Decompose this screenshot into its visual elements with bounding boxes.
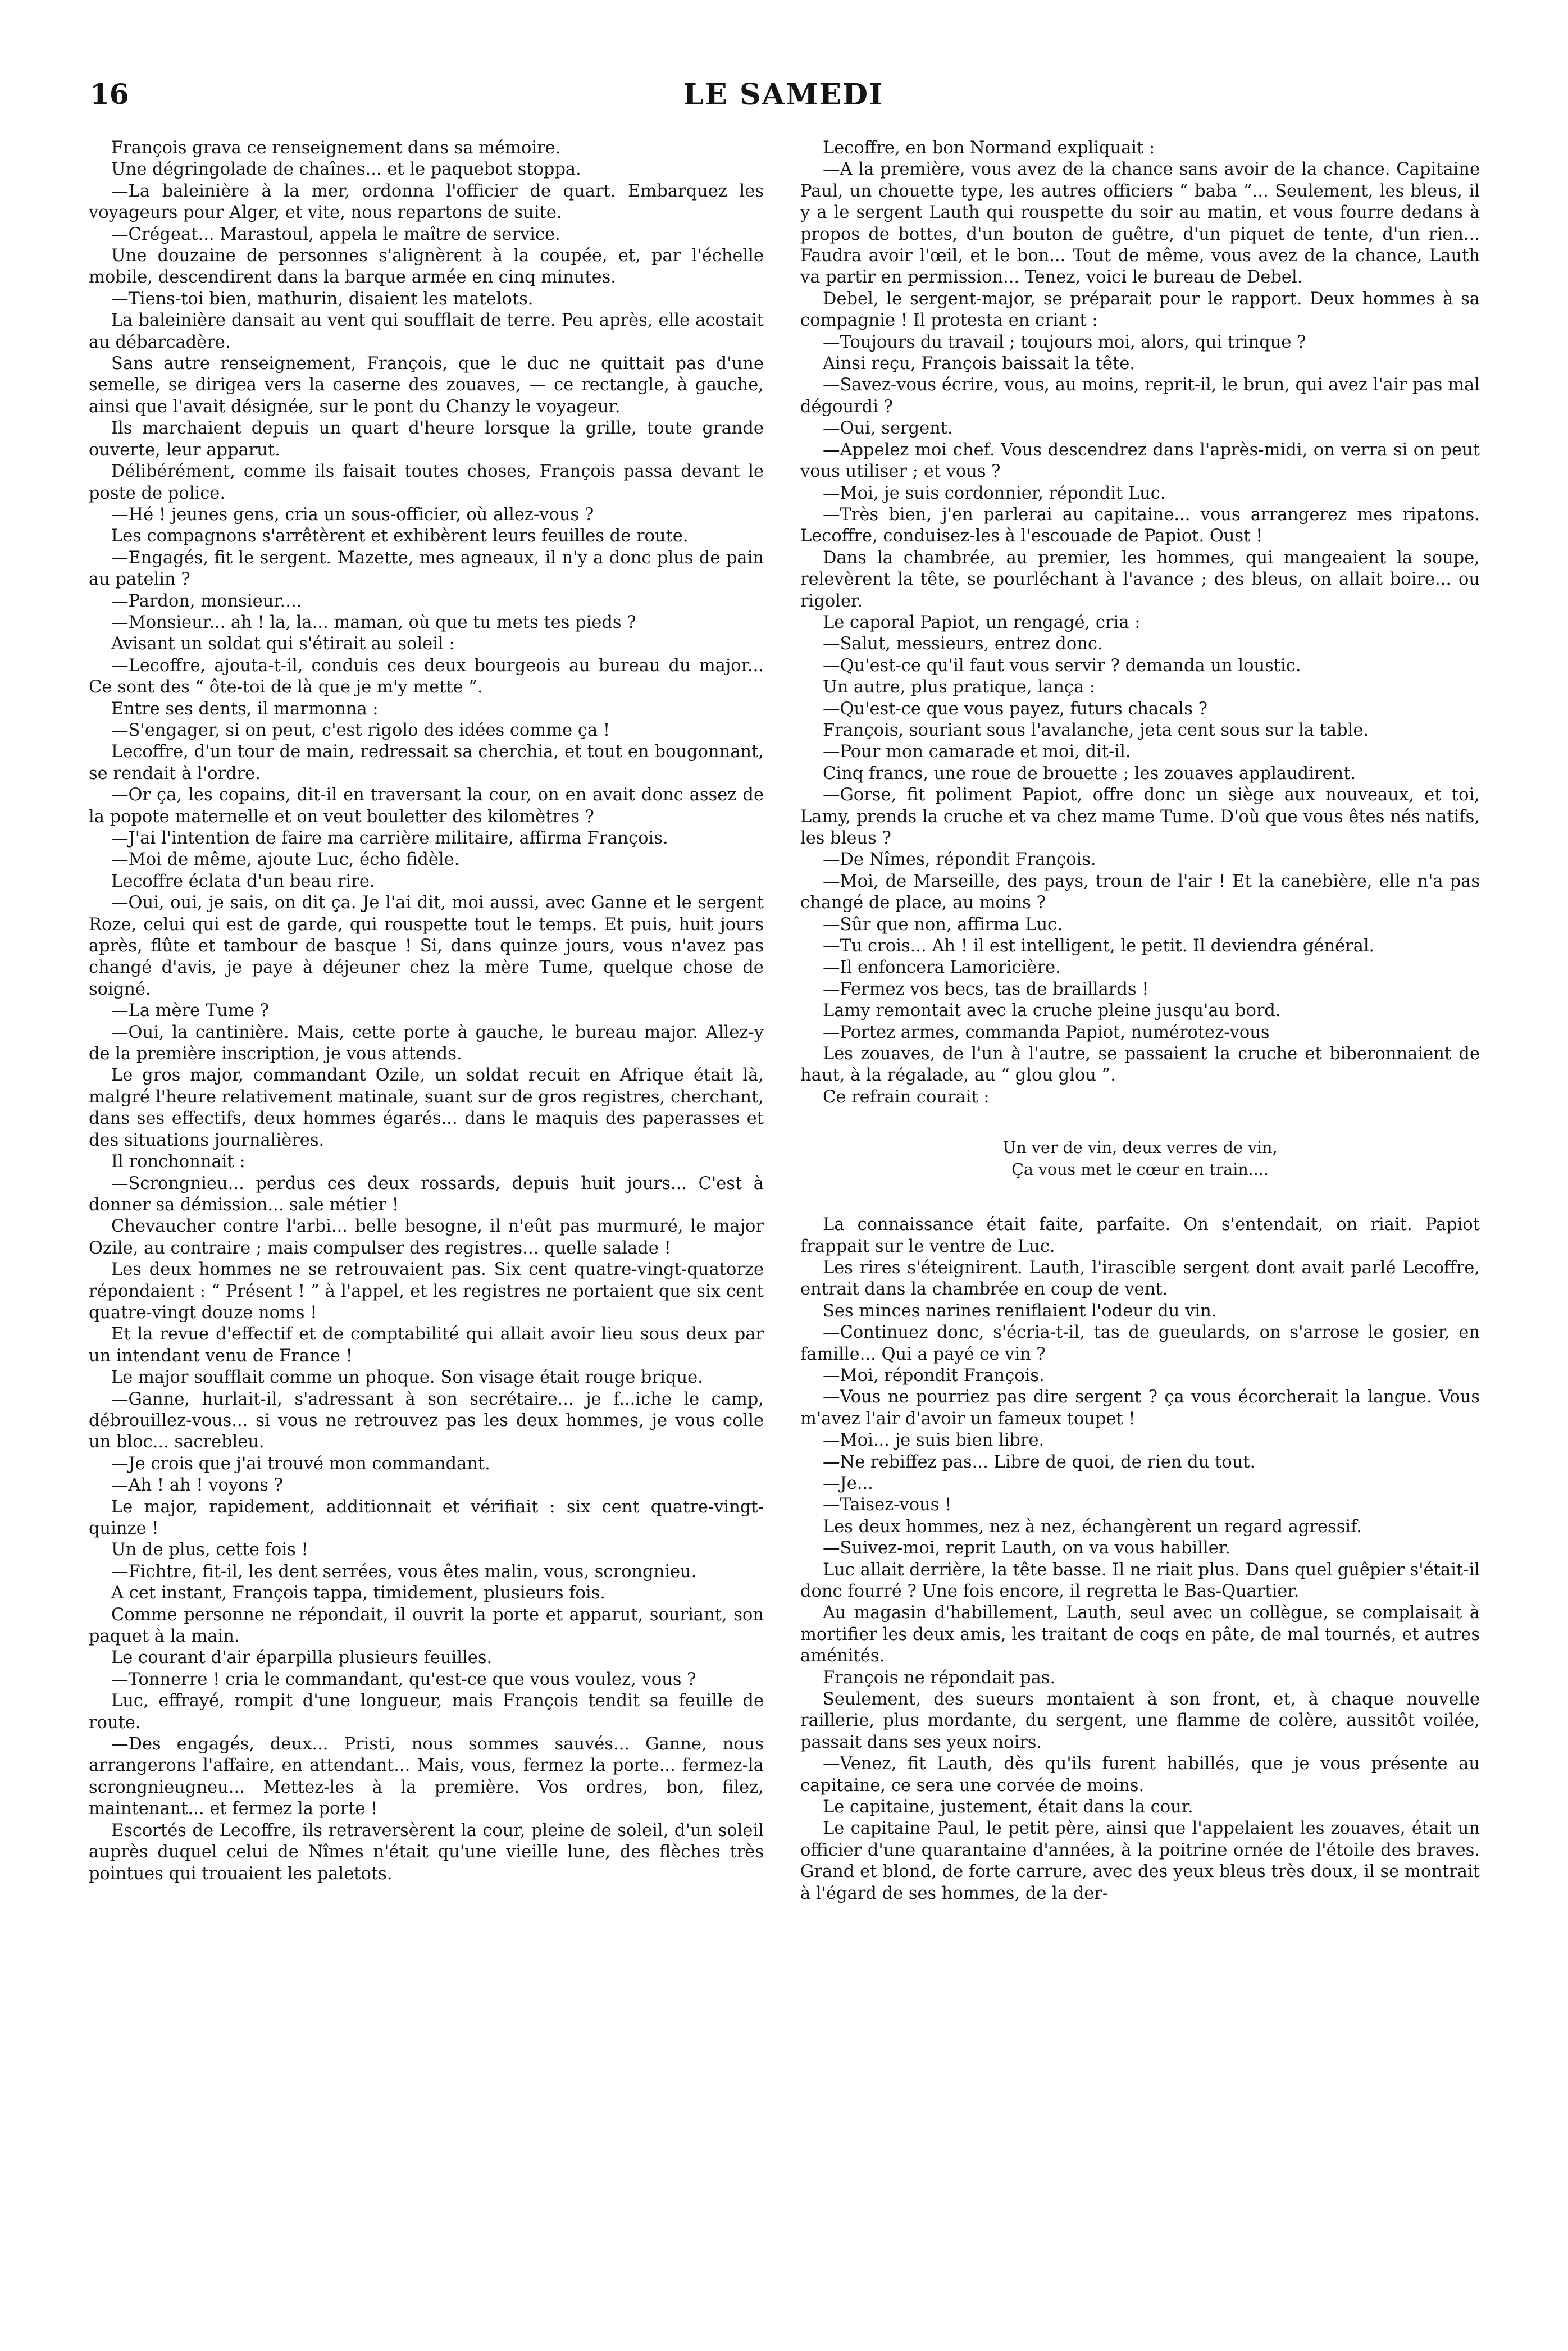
paragraph: —Lecoffre, ajouta-t-il, conduis ces deux bourgeois au bureau du major... Ce sont des “ ôte-toi de là que je m'y mette ”. <box>89 655 764 698</box>
paragraph: Les deux hommes ne se retrouvaient pas. Six cent quatre-vingt-quatorze répondaient : “ Présent ! ” à l'appel, et les registres ne portaient que six cent quatre-vingt douze noms ! <box>89 1260 764 1323</box>
paragraph: —Fichtre, fit-il, les dent serrées, vous êtes malin, vous, scrongnieu. <box>111 1561 697 1582</box>
paragraph: —J'ai l'intention de faire ma carrière militaire, affirma François. <box>111 828 668 848</box>
paragraph: Luc allait derrière, la tête basse. Il ne riait plus. Dans quel guêpier s'était-il donc fourré ? Une fois encore, il regretta le Bas-Quartier. <box>800 1560 1480 1601</box>
paragraph: —Hé ! jeunes gens, cria un sous-officier, où allez-vous ? <box>111 504 594 525</box>
paragraph: Dans la chambrée, au premier, les hommes, qui mangeaient la soupe, relevèrent la tête, se pourléchant à l'avance ; des bleus, on allait boire... ou rigoler. <box>800 548 1480 611</box>
paragraph: —Tiens-toi bien, mathurin, disaient les matelots. <box>111 289 534 309</box>
paragraph: Luc, effrayé, rompit d'une longueur, mais François tendit sa feuille de route. <box>89 1691 764 1733</box>
paragraph: —Qu'est-ce que vous payez, futurs chacals ? <box>823 699 1207 719</box>
paragraph: Et la revue d'effectif et de comptabilité qui allait avoir lieu sous deux par un intendant venu de France ! <box>89 1324 764 1366</box>
paragraph: Lamy remontait avec la cruche pleine jusqu'au bord. <box>823 1001 1281 1021</box>
paragraph: Comme personne ne répondait, il ouvrit la porte et apparut, souriant, son paquet à la main. <box>89 1605 764 1647</box>
paragraph: Ce refrain courait : <box>823 1087 990 1107</box>
paragraph: —Fermez vos becs, tas de braillards ! <box>823 979 1149 999</box>
paragraph: —Moi, répondit François. <box>823 1365 1045 1386</box>
right-column-upper-text <box>800 138 1480 1108</box>
paragraph: —Oui, oui, je sais, on dit ça. Je l'ai dit, moi aussi, avec Ganne et le sergent Roze, celui qui est de garde, qui rouspette tout le temps. Et puis, huit jours après, flûte et tambour de basque ! Si, dans quinze jours, vous n'avez pas changé d'avis, je paye à déjeuner chez la mère Tume, quelque chose de soigné. <box>89 893 764 999</box>
paragraph: —Ganne, hurlait-il, s'adressant à son secrétaire... je f...iche le camp, débrouillez-vous... si vous ne retrouvez pas les deux hommes, je vous colle un bloc... sacrebleu. <box>89 1389 764 1452</box>
paragraph: —Moi... je suis bien libre. <box>823 1430 1045 1451</box>
paragraph: —Oui, sergent. <box>823 418 953 439</box>
paragraph: Le courant d'air éparpilla plusieurs feuilles. <box>111 1648 493 1668</box>
paragraph: —Vous ne pourriez pas dire sergent ? ça vous écorcherait la langue. Vous m'avez l'air d'avoir un fameux toupet ! <box>800 1387 1480 1429</box>
paragraph: —Pour mon camarade et moi, dit-il. <box>823 742 1131 762</box>
paragraph: —Taisez-vous ! <box>823 1495 952 1515</box>
paragraph: —Tonnerre ! cria le commandant, qu'est-ce que vous voulez, vous ? <box>111 1669 696 1689</box>
paragraph: —A la première, vous avez de la chance sans avoir de la chance. Capitaine Paul, un chouette type, les autres officiers “ baba ”... Seulement, les bleus, il y a le sergent Lauth qui rouspette du soir au matin, et vous fourre dedans à propos de bottes, d'un bouton de guêtre, d'un piquet de tente, d'un rien... Faudra avoir l'œil, et le bon... Tout de même, vous avez de la chance, Lauth va partir en permission... Tenez, voici le bureau de Debel. <box>800 160 1480 288</box>
paragraph: Au magasin d'habillement, Lauth, seul avec un collègue, se complaisait à mortifier les deux amis, les traitant de coqs en pâte, de mal tournés, et autres aménités. <box>800 1603 1480 1666</box>
paragraph: —Appelez moi chef. Vous descendrez dans l'après-midi, on verra si on peut vous utiliser ; et vous ? <box>800 440 1480 482</box>
journal-title: LE SAMEDI <box>683 78 884 112</box>
paragraph: —Venez, fit Lauth, dès qu'ils furent habillés, que je vous présente au capitaine, ce sera une corvée de moins. <box>800 1754 1480 1796</box>
paragraph: —Scrongnieu... perdus ces deux rossards, depuis huit jours... C'est à donner sa démission... sale métier ! <box>89 1173 764 1215</box>
paragraph: Entre ses dents, il marmonna : <box>111 699 379 719</box>
paragraph: —Salut, messieurs, entrez donc. <box>823 634 1103 654</box>
paragraph: —Crégeat... Marastoul, appela le maître de service. <box>111 224 560 244</box>
paragraph: Les rires s'éteignirent. Lauth, l'irascible sergent dont avait parlé Lecoffre, entrait dans la chambrée en coup de vent. <box>800 1257 1480 1300</box>
paragraph: La baleinière dansait au vent qui soufflait de terre. Peu après, elle acostait au débarcadère. <box>89 311 764 352</box>
paragraph: Lecoffre éclata d'un beau rire. <box>111 871 375 891</box>
paragraph: Seulement, des sueurs montaient à son front, et, à chaque nouvelle raillerie, plus mordante, du sergent, une flamme de colère, aussitôt voilée, passait dans ses yeux noirs. <box>800 1689 1480 1752</box>
paragraph: Les compagnons s'arrêtèrent et exhibèrent leurs feuilles de route. <box>111 526 689 546</box>
paragraph: —Engagés, fit le sergent. Mazette, mes agneaux, il n'y a donc plus de pain au patelin ? <box>89 548 764 590</box>
paragraph: Lecoffre, en bon Normand expliquait : <box>823 138 1155 158</box>
paragraph: Lecoffre, d'un tour de main, redressait sa cherchia, et tout en bougonnant, se rendait à l'ordre. <box>89 742 764 783</box>
paragraph: —Gorse, fit poliment Papiot, offre donc un siège aux nouveaux, et toi, Lamy, prends la cruche et va chez mame Tume. D'où que vous êtes nés natifs, les bleus ? <box>800 785 1480 848</box>
paragraph: Le capitaine, justement, était dans la cour. <box>823 1797 1193 1817</box>
paragraph: Ses minces narines reniflaient l'odeur du vin. <box>823 1301 1217 1321</box>
paragraph: —Des engagés, deux... Pristi, nous sommes sauvés... Ganne, nous arrangerons l'affaire, en attendant... Mais, vous, fermez la porte... fermez-la scrongnieugneu... Mettez-les à la première. Vos ordres, bon, filez, maintenant... et fermez la porte ! <box>89 1734 764 1819</box>
paragraph: Une dégringolade de chaînes... et le paquebot stoppa. <box>111 160 581 180</box>
paragraph: Sans autre renseignement, François, que le duc ne quittait pas d'une semelle, se dirigea vers la caserne des zouaves, — ce rectangle, à gauche, ainsi que l'avait désignée, sur le pont du Chanzy le voyageur. <box>89 354 764 417</box>
paragraph: Escortés de Lecoffre, ils retraversèrent la cour, pleine de soleil, d'un soleil auprès duquel celui de Nîmes n'était qu'une vieille lune, des flèches très pointues qui trouaient les paletots. <box>89 1820 764 1884</box>
paragraph: Ils marchaient depuis un quart d'heure lorsque la grille, toute grande ouverte, leur apparut. <box>89 418 764 460</box>
paragraph: Le major soufflait comme un phoque. Son visage était rouge brique. <box>111 1368 703 1388</box>
paragraph: —Ne rebiffez pas... Libre de quoi, de rien du tout. <box>823 1452 1256 1472</box>
paragraph: Les zouaves, de l'un à l'autre, se passaient la cruche et biberonnaient de haut, à la régalade, au “ glou glou ”. <box>800 1044 1480 1086</box>
paragraph: La connaissance était faite, parfaite. On s'entendait, on riait. Papiot frappait sur le ventre de Luc. <box>800 1215 1480 1256</box>
verse-line: Ça vous met le cœur en train.... <box>1011 1160 1269 1179</box>
paragraph: —Portez armes, commanda Papiot, numérotez-vous <box>823 1022 1270 1042</box>
paragraph: —Tu crois... Ah ! il est intelligent, le petit. Il deviendra général. <box>823 936 1375 956</box>
paragraph: —Moi, je suis cordonnier, répondit Luc. <box>823 483 1166 503</box>
paragraph: Ainsi reçu, François baissait la tête. <box>823 354 1135 374</box>
paragraph: —La mère Tume ? <box>111 1001 269 1021</box>
paragraph: Le caporal Papiot, un rengagé, cria : <box>823 612 1141 632</box>
paragraph: François, souriant sous l'avalanche, jeta cent sous sur la table. <box>823 720 1369 740</box>
right-column-lower-text <box>800 1214 1480 1905</box>
paragraph: Avisant un soldat qui s'étirait au soleil : <box>111 634 455 654</box>
paragraph: Cinq francs, une roue de brouette ; les zouaves applaudirent. <box>823 763 1356 783</box>
paragraph: —De Nîmes, répondit François. <box>823 850 1096 870</box>
paragraph: —S'engager, si on peut, c'est rigolo des idées comme ça ! <box>111 720 610 740</box>
paragraph: Les deux hommes, nez à nez, échangèrent un regard agressif. <box>823 1516 1362 1537</box>
paragraph: Un de plus, cette fois ! <box>111 1540 308 1560</box>
paragraph: Le major, rapidement, additionnait et vérifiait : six cent quatre-vingt-quinze ! <box>89 1497 764 1538</box>
paragraph: —Moi, de Marseille, des pays, troun de l'air ! Et la canebière, elle n'a pas changé de place, au moins ? <box>800 871 1480 913</box>
left-text-column <box>89 138 764 2311</box>
paragraph: —Je... <box>823 1473 873 1493</box>
paragraph: —Ah ! ah ! voyons ? <box>111 1475 283 1496</box>
paragraph: —Monsieur... ah ! la, la... maman, où que tu mets tes pieds ? <box>111 612 636 632</box>
paragraph: Un autre, plus pratique, lança : <box>823 677 1096 698</box>
paragraph: —La baleinière à la mer, ordonna l'officier de quart. Embarquez les voyageurs pour Alger, et vite, nous repartons de suite. <box>89 181 764 223</box>
paragraph: —Savez-vous écrire, vous, au moins, reprit-il, le brun, qui avez l'air pas mal dégourdi ? <box>800 375 1480 417</box>
paragraph: Debel, le sergent-major, se préparait pour le rapport. Deux hommes à sa compagnie ! Il protesta en criant : <box>800 289 1480 331</box>
paragraph: A cet instant, François tappa, timidement, plusieurs fois. <box>111 1583 605 1603</box>
paragraph: —Or ça, les copains, dit-il en traversant la cour, on en avait donc assez de la popote maternelle et on veut bouletter des kilomètres ? <box>89 785 764 827</box>
paragraph: —Oui, la cantinière. Mais, cette porte à gauche, le bureau major. Allez-y de la première inscription, je vous attends. <box>89 1022 764 1064</box>
paragraph: —Très bien, j'en parlerai au capitaine... vous arrangerez mes ripatons. Lecoffre, conduisez-les à l'escouade de Papiot. Oust ! <box>800 504 1480 546</box>
paragraph: —Sûr que non, affirma Luc. <box>823 914 1063 935</box>
paragraph: François ne répondait pas. <box>823 1667 1056 1688</box>
paragraph: —Toujours du travail ; toujours moi, alors, qui trinque ? <box>823 332 1306 352</box>
paragraph: —Je crois que j'ai trouvé mon commandant. <box>111 1454 490 1474</box>
paragraph: Le capitaine Paul, le petit père, ainsi que l'appelaient les zouaves, était un officier d'une quarantaine d'années, à la poitrine ornée de l'étoile des braves. Grand et blond, de forte carrure, avec des yeux bleus très doux, il se montrait à l'égard de ses hommes, de la der- <box>800 1819 1480 1903</box>
paragraph: François grava ce renseignement dans sa mémoire. <box>111 138 561 158</box>
song-refrain <box>800 1137 1480 1181</box>
verse-line: Un ver de vin, deux verres de vin, <box>1002 1138 1278 1158</box>
paragraph: Une douzaine de personnes s'alignèrent à la coupée, et, par l'échelle mobile, descendirent dans la barque armée en cinq minutes. <box>89 246 764 288</box>
paragraph: —Continuez donc, s'écria-t-il, tas de gueulards, on s'arrose le gosier, en famille... Qui a payé ce vin ? <box>800 1323 1480 1364</box>
paragraph: —Moi de même, ajoute Luc, écho fidèle. <box>111 850 460 870</box>
paragraph: —Il enfoncera Lamoricière. <box>823 958 1061 978</box>
paragraph: —Pardon, monsieur.... <box>111 591 302 611</box>
page-number: 16 <box>90 78 129 111</box>
paragraph: Le gros major, commandant Ozile, un soldat recuit en Afrique était là, malgré l'heure relativement matinale, suant sur de gros registres, cherchant, dans ses effectifs, deux hommes égarés... dans le maquis des paperasses et des situations journalières. <box>89 1065 764 1150</box>
paragraph: —Suivez-moi, reprit Lauth, on va vous habiller. <box>823 1538 1230 1559</box>
paragraph: —Qu'est-ce qu'il faut vous servir ? demanda un loustic. <box>823 655 1301 676</box>
paragraph: Chevaucher contre l'arbi... belle besogne, il n'eût pas murmuré, le major Ozile, au contraire ; mais compulser des registres... quelle salade ! <box>89 1216 764 1258</box>
paragraph: Délibérément, comme ils faisait toutes choses, François passa devant le poste de police. <box>89 462 764 503</box>
right-text-column <box>800 138 1480 2311</box>
page-header <box>90 78 1477 122</box>
paragraph: Il ronchonnait : <box>111 1152 245 1172</box>
